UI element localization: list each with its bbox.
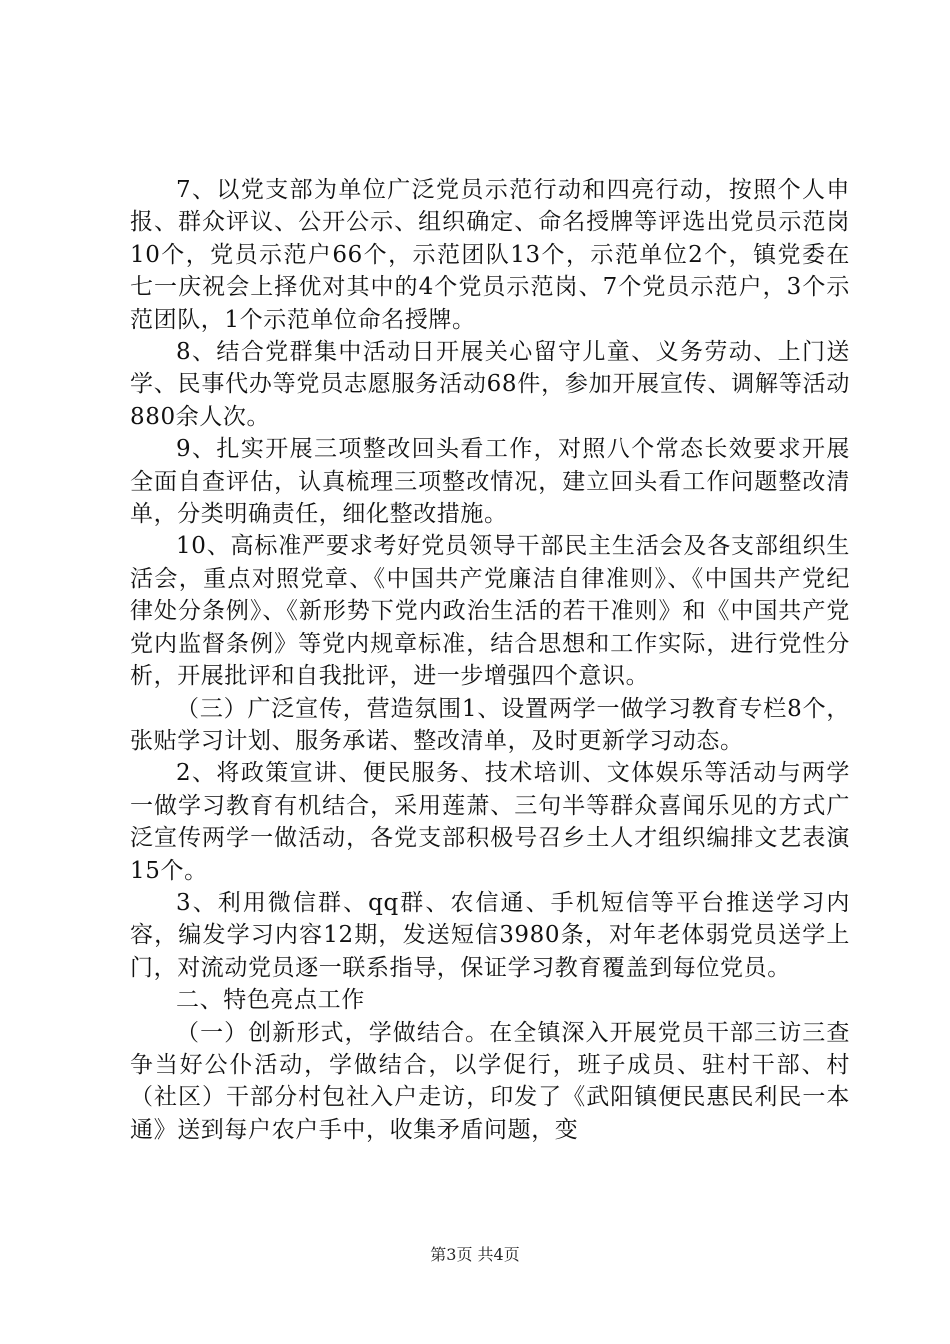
paragraph-item-10: 10、高标准严要求考好党员领导干部民主生活会及各支部组织生活会，重点对照党章、《中国共产党廉洁自律准则》、《中国共产党纪律处分条例》、《新形势下党内政治生活的若干准则》和《中国共产党党内监督条例》等党内规章标准，结合思想和工作实际，进行党性分析，开展批评和自我批评，进一步增强四个意识。 [130,533,850,690]
paragraph-publicity-item-3: 3、利用微信群、qq群、农信通、手机短信等平台推送学习内容，编发学习内容12期，发送短信3980条，对年老体弱党员送学上门，对流动党员逐一联系指导，保证学习教育覆盖到每位党员。 [130,889,850,981]
paragraph-highlight-item-1: （一）创新形式，学做结合。在全镇深入开展党员干部三访三查争当好公仆活动，学做结合，以学促行，班子成员、驻村干部、村（社区）干部分村包社入户走访，印发了《武阳镇便民惠民利民一本通》送到每户农户手中，收集矛盾问题，变 [130,1019,850,1143]
section-heading-highlights: 二、特色亮点工作 [176,987,365,1014]
paragraph-item-7: 7、以党支部为单位广泛党员示范行动和四亮行动，按照个人申报、群众评议、公开公示、组织确定、命名授牌等评选出党员示范岗10个，党员示范户66个，示范团队13个，示范单位2个，镇党委在七一庆祝会上择优对其中的4个党员示范岗、7个党员示范户，3个示范团队，1个示范单位命名授牌。 [130,177,850,333]
paragraph-publicity-section: （三）广泛宣传，营造氛围1、设置两学一做学习教育专栏8个，张贴学习计划、服务承诺、整改清单，及时更新学习动态。 [130,695,850,754]
paragraph-item-8: 8、结合党群集中活动日开展关心留守儿童、义务劳动、上门送学、民事代办等党员志愿服务活动68件，参加开展宣传、调解等活动880余人次。 [130,339,850,430]
paragraph-item-9: 9、扎实开展三项整改回头看工作，对照八个常态长效要求开展全面自查评估，认真梳理三项整改情况，建立回头看工作问题整改清单，分类明确责任，细化整改措施。 [130,436,850,528]
page-footer: 第3页 共4页 [430,1245,520,1264]
document-body [130,174,850,1146]
paragraph-publicity-item-2: 2、将政策宣讲、便民服务、技术培训、文体娱乐等活动与两学一做学习教育有机结合，采用莲萧、三句半等群众喜闻乐见的方式广泛宣传两学一做活动，各党支部积极号召乡土人才组织编排文艺表演15个。 [130,760,850,884]
